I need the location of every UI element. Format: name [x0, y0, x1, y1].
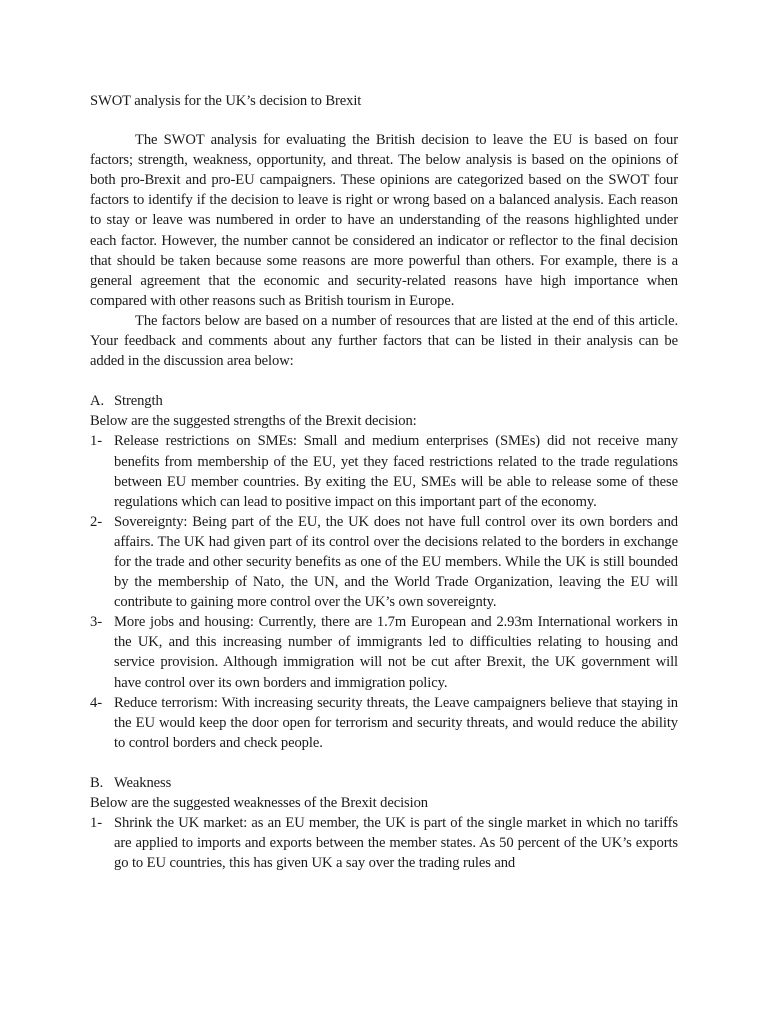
list-item: [90, 512, 678, 612]
section-intro: Below are the suggested weaknesses of the Brexit decision: [90, 795, 428, 811]
section-weakness: [90, 773, 678, 873]
list-number: 2-: [90, 513, 102, 530]
section-intro: Below are the suggested strengths of the Brexit decision:: [90, 413, 417, 430]
list-text: Shrink the UK market: as an EU member, the UK is part of the single market in which no tariffs are applied to imports and exports between the member states. As 50 percent of the UK’s exports go to EU countries, this has given UK a say over the trading rules and: [114, 815, 678, 872]
list-number: 1-: [90, 815, 102, 832]
weakness-list: [90, 813, 678, 873]
list-text: Sovereignty: Being part of the EU, the UK does not have full control over its own borders and affairs. The UK had given part of its control over the decisions related to the borders in exchange for the trade and other security benefits as one of the EU members. While the UK is still bounded by the membership of Nato, the UN, and the World Trade Organization, leaving the EU will contribute to gaining more control over the UK’s own sovereignty.: [114, 513, 678, 611]
section-heading: [90, 773, 678, 793]
list-text: Reduce terrorism: With increasing security threats, the Leave campaigners believe that staying in the EU would keep the door open for terrorism and security threats, and would reduce the ability to control borders and check people.: [114, 694, 678, 751]
list-item: [90, 813, 678, 873]
section-title: Strength: [114, 393, 163, 410]
section-strength: [90, 391, 678, 753]
list-number: 3-: [90, 614, 102, 631]
list-item: [90, 693, 678, 753]
strength-list: [90, 431, 678, 753]
intro-paragraph: The SWOT analysis for evaluating the British decision to leave the EU is based on four factors; strength, weakness, opportunity, and threat. The below analysis is based on the opinions of both pro-Brexit and pro-EU campaigners. These opinions are categorized based on the SWOT four factors to identify if the decision to leave is right or wrong based on a balanced analysis. Each reason to stay or leave was numbered in order to have an understanding of the reasons highlighted under each factor. However, the number cannot be considered an indicator or reflector to the final decision that should be taken because some reasons are more powerful than others. For example, there is a general agreement that the economic and security-related reasons have high importance when compared with other reasons such as British tourism in Europe.: [90, 132, 678, 309]
list-number: 1-: [90, 433, 102, 450]
list-text: More jobs and housing: Currently, there are 1.7m European and 2.93m International workers in the UK, and this increasing number of immigrants led to difficulties relating to housing and service provision. Although immigration will not be cut after Brexit, the UK government will have control over its own borders and immigration policy.: [114, 614, 678, 691]
section-letter: A.: [90, 393, 104, 410]
section-heading: [90, 391, 678, 411]
list-item: [90, 431, 678, 511]
list-number: 4-: [90, 694, 102, 711]
section-letter: B.: [90, 774, 104, 791]
section-title: Weakness: [114, 774, 172, 791]
intro-paragraph: The factors below are based on a number of resources that are listed at the end of this article. Your feedback and comments about any further factors that can be listed in their analysis can be added in the discussion area below:: [90, 312, 678, 370]
document-page: [90, 91, 678, 873]
list-item: [90, 612, 678, 692]
list-text: Release restrictions on SMEs: Small and medium enterprises (SMEs) did not receive many benefits from membership of the EU, yet they faced restrictions related to the trade regulations between EU member countries. By exiting the EU, SMEs will be able to release some of these regulations which can lead to positive impact on this important part of the economy.: [114, 433, 678, 510]
document-title: SWOT analysis for the UK’s decision to Brexit: [90, 93, 362, 109]
